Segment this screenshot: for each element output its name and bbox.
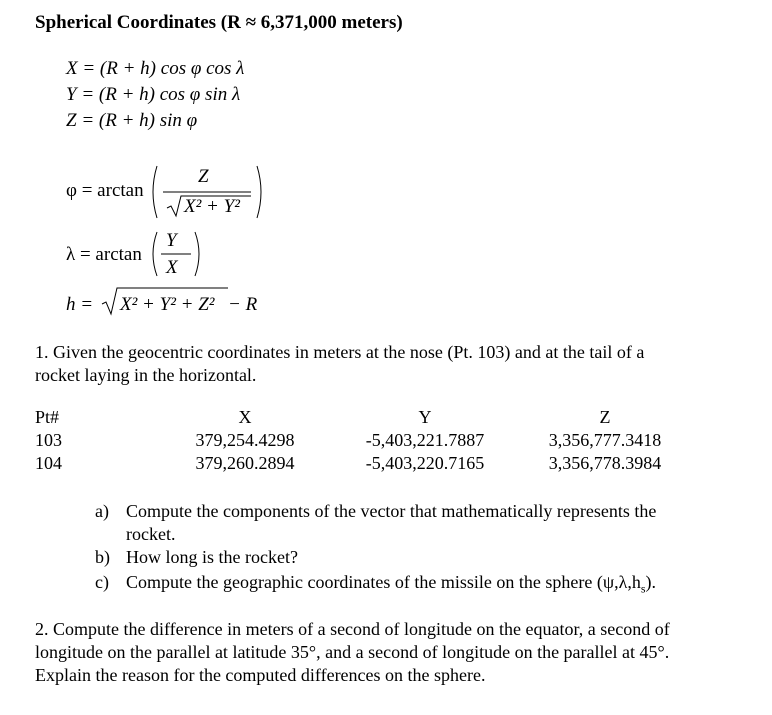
equation-y: Y = (R + h) cos φ sin λ <box>66 84 241 105</box>
coordinates-table <box>35 407 695 476</box>
subscript-s: s <box>640 581 646 596</box>
lambda-denominator: X <box>166 257 178 278</box>
problem2-line1: 2. Compute the difference in meters of a second of longitude on the equator, a second of <box>35 619 670 639</box>
cell-z: 3,356,778.3984 <box>548 453 662 473</box>
subquestion-c-label: c) <box>95 572 109 592</box>
lambda-numerator: Y <box>166 230 177 251</box>
header-z: Z <box>599 407 611 427</box>
problem2-line2: longitude on the parallel at latitude 35°, and a second of longitude on the parallel at 45°. <box>35 642 670 662</box>
cell-z: 3,356,777.3418 <box>548 430 662 450</box>
phi-numerator: Z <box>198 166 209 187</box>
equation-z: Z = (R + h) sin φ <box>66 110 198 131</box>
cell-pt: 103 <box>35 430 62 450</box>
header-x: X <box>238 407 252 427</box>
lambda-lhs: λ = arctan <box>66 244 142 265</box>
h-lhs: h = <box>66 294 94 315</box>
h-radicand: X² + Y² + Z² <box>120 294 215 315</box>
subquestion-a-line2: rocket. <box>126 524 176 544</box>
cell-pt: 104 <box>35 453 62 473</box>
equation-x: X = (R + h) cos φ cos λ <box>66 58 245 79</box>
table-row <box>35 430 695 453</box>
cell-x: 379,260.2894 <box>195 453 295 473</box>
problem1-line1: 1. Given the geocentric coordinates in meters at the nose (Pt. 103) and at the tail of a <box>35 342 645 362</box>
table-row <box>35 453 695 476</box>
phi-denominator: X² + Y² <box>184 196 240 217</box>
phi-lhs: φ = arctan <box>66 180 144 201</box>
problem2-line3: Explain the reason for the computed differences on the sphere. <box>35 665 486 685</box>
problem1-line2: rocket laying in the horizontal. <box>35 365 257 385</box>
subquestion-b-label: b) <box>95 547 110 567</box>
subquestion-c-text: Compute the geographic coordinates of the missile on the sphere $(\psi,\lambda,h_s)$. <box>126 572 657 596</box>
header-y: Y <box>418 407 432 427</box>
table-header-row <box>35 407 695 430</box>
page-title: Spherical Coordinates (R ≈ 6,371,000 meters) <box>35 12 403 33</box>
header-pt: Pt# <box>35 407 60 427</box>
subquestion-b-text: How long is the rocket? <box>126 547 298 567</box>
h-tail: − R <box>228 294 258 315</box>
cell-y: -5,403,221.7887 <box>365 430 485 450</box>
cell-x: 379,254.4298 <box>195 430 295 450</box>
subquestion-a-line1: Compute the components of the vector that mathematically represents the <box>126 501 657 521</box>
cell-y: -5,403,220.7165 <box>365 453 485 473</box>
subquestion-a-label: a) <box>95 501 109 521</box>
